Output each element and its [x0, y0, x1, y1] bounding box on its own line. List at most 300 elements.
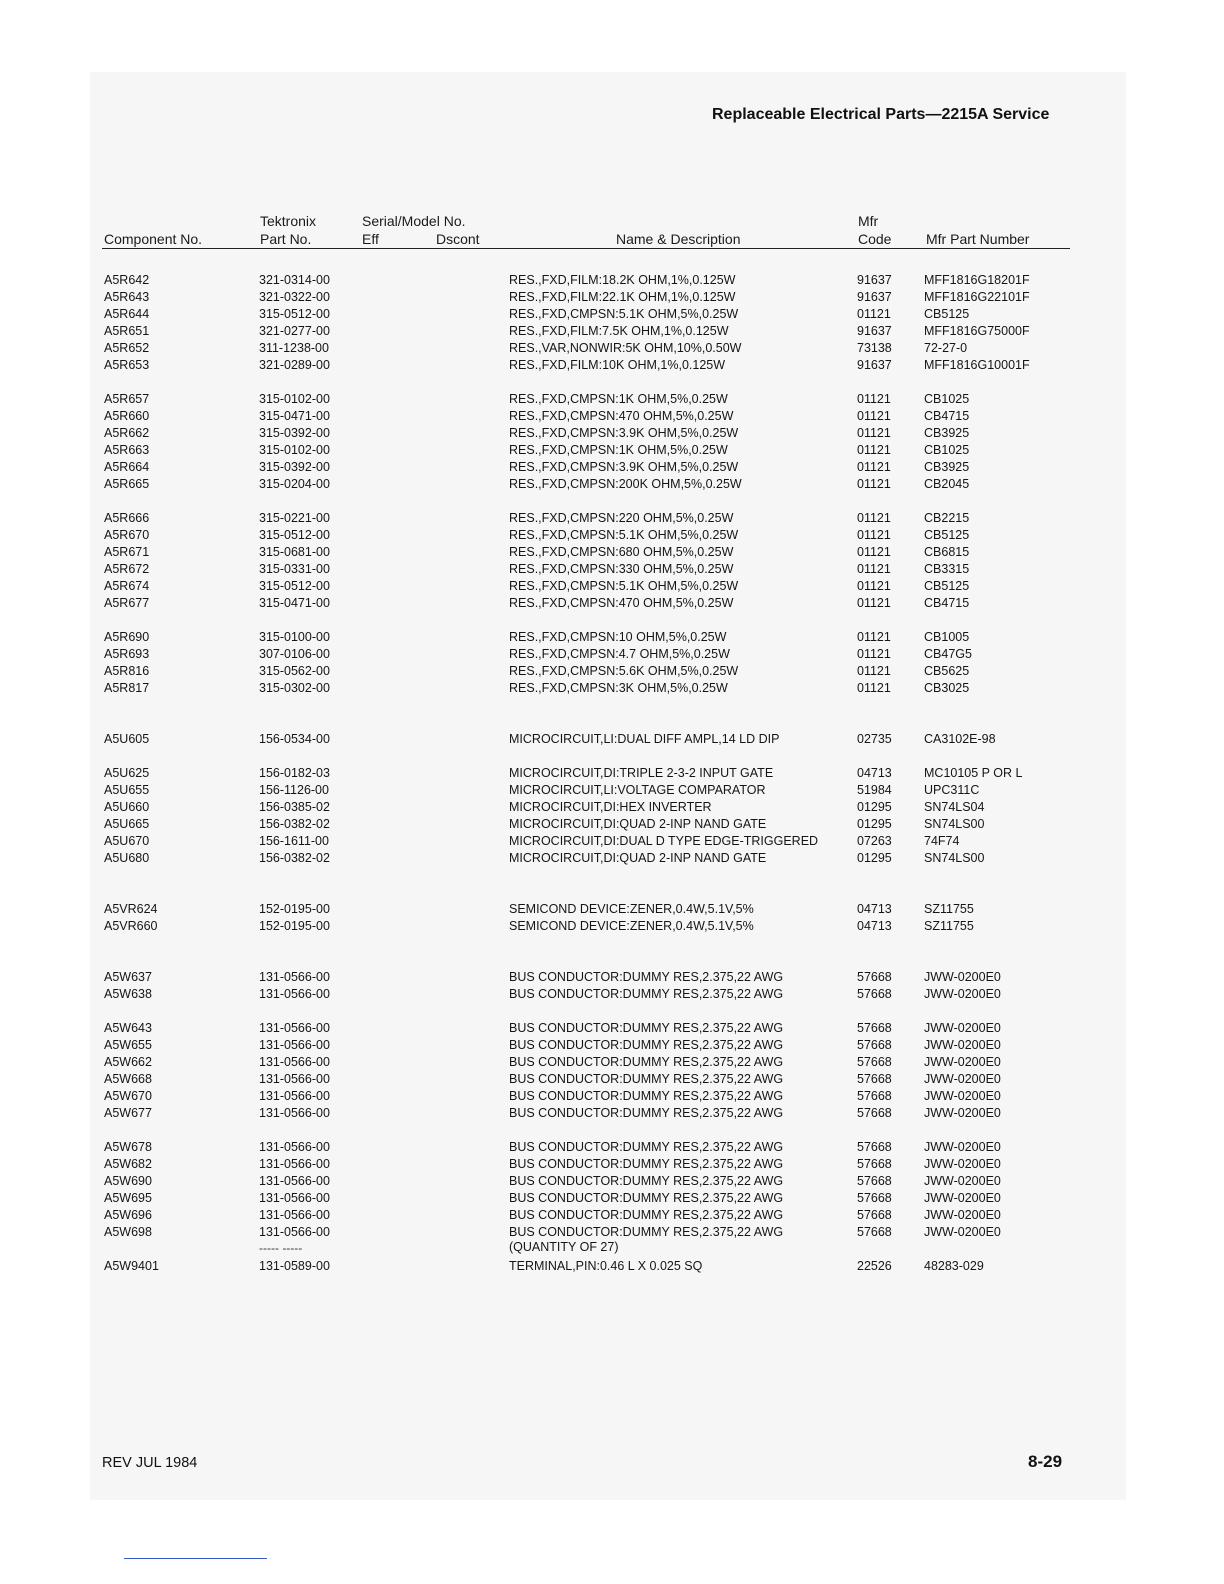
mfr-code: 04713: [857, 766, 892, 780]
parts-group: [0, 1258, 1224, 1275]
tektronix-part-no: 315-0331-00: [259, 562, 330, 576]
mfr-part-number: CB4715: [924, 409, 970, 423]
tektronix-part-no: 156-1611-00: [259, 834, 329, 848]
mfr-code: 01121: [857, 477, 891, 491]
tektronix-part-no: 131-0566-00: [259, 1055, 330, 1069]
table-row: [0, 425, 1224, 442]
name-description: RES.,FXD,CMPSN:4.7 OHM,5%,0.25W: [509, 647, 730, 661]
mfr-part-number: SN74LS00: [924, 851, 985, 865]
mfr-part-number: JWW-0200E0: [924, 1157, 1001, 1171]
name-description: RES.,FXD,CMPSN:3.9K OHM,5%,0.25W: [509, 426, 739, 440]
mfr-part-number: SN74LS04: [924, 800, 985, 814]
table-row: [0, 476, 1224, 493]
header-eff: Eff: [362, 231, 379, 247]
tektronix-part-no: 315-0102-00: [259, 392, 330, 406]
mfr-part-number: CB5125: [924, 528, 970, 542]
table-row: [0, 986, 1224, 1003]
table-row: [0, 1224, 1224, 1241]
mfr-code: 01121: [857, 409, 891, 423]
tektronix-part-no: 315-0512-00: [259, 307, 330, 321]
tektronix-part-no: 156-0385-02: [259, 800, 330, 814]
mfr-code: 01121: [857, 596, 891, 610]
mfr-part-number: 74F74: [924, 834, 960, 848]
component-no: A5R670: [104, 528, 150, 542]
mfr-part-number: JWW-0200E0: [924, 1174, 1001, 1188]
parts-group: [0, 765, 1224, 867]
quantity-note: (QUANTITY OF 27): [509, 1240, 619, 1254]
name-description: RES.,FXD,CMPSN:330 OHM,5%,0.25W: [509, 562, 734, 576]
tektronix-part-no: 131-0566-00: [259, 1038, 330, 1052]
component-no: A5R643: [104, 290, 150, 304]
name-description: TERMINAL,PIN:0.46 L X 0.025 SQ: [509, 1259, 703, 1273]
tektronix-part-no: 315-0392-00: [259, 426, 330, 440]
mfr-code: 57668: [857, 1021, 892, 1035]
mfr-part-number: CB1005: [924, 630, 970, 644]
mfr-code: 01121: [857, 545, 891, 559]
mfr-part-number: CB3925: [924, 460, 970, 474]
name-description: MICROCIRCUIT,DI:HEX INVERTER: [509, 800, 712, 814]
mfr-code: 02735: [857, 732, 892, 746]
name-description: RES.,FXD,CMPSN:220 OHM,5%,0.25W: [509, 511, 734, 525]
name-description: RES.,VAR,NONWIR:5K OHM,10%,0.50W: [509, 341, 742, 355]
table-row: [0, 272, 1224, 289]
table-row: [0, 833, 1224, 850]
mfr-code: 01121: [857, 630, 891, 644]
mfr-part-number: JWW-0200E0: [924, 1072, 1001, 1086]
component-no: A5W678: [104, 1140, 152, 1154]
component-no: A5R664: [104, 460, 150, 474]
component-no: A5W662: [104, 1055, 152, 1069]
mfr-code: 01121: [857, 392, 891, 406]
header-part-no: Part No.: [260, 231, 312, 247]
tektronix-part-no: 315-0302-00: [259, 681, 330, 695]
table-row: [0, 799, 1224, 816]
table-row: [0, 731, 1224, 748]
table-row: [0, 357, 1224, 374]
component-no: A5R816: [104, 664, 150, 678]
mfr-part-number: CA3102E-98: [924, 732, 996, 746]
mfr-part-number: CB1025: [924, 443, 970, 457]
mfr-code: 01121: [857, 528, 891, 542]
component-no: A5VR660: [104, 919, 158, 933]
name-description: BUS CONDUCTOR:DUMMY RES,2.375,22 AWG: [509, 1021, 784, 1035]
table-row: [0, 323, 1224, 340]
name-description: BUS CONDUCTOR:DUMMY RES,2.375,22 AWG: [509, 1072, 784, 1086]
component-no: A5W9401: [104, 1259, 159, 1273]
table-row: [0, 918, 1224, 935]
component-no: A5R663: [104, 443, 150, 457]
name-description: RES.,FXD,CMPSN:3.9K OHM,5%,0.25W: [509, 460, 739, 474]
mfr-part-number: JWW-0200E0: [924, 970, 1001, 984]
mfr-part-number: JWW-0200E0: [924, 987, 1001, 1001]
table-row: [0, 1105, 1224, 1122]
tektronix-part-no: 315-0562-00: [259, 664, 330, 678]
table-row: [0, 1258, 1224, 1275]
component-no: A5U625: [104, 766, 150, 780]
component-no: A5U605: [104, 732, 150, 746]
name-description: RES.,FXD,CMPSN:470 OHM,5%,0.25W: [509, 596, 734, 610]
mfr-part-number: 72-27-0: [924, 341, 968, 355]
mfr-part-number: CB1025: [924, 392, 970, 406]
mfr-part-number: SZ11755: [924, 919, 974, 933]
table-row: [0, 527, 1224, 544]
component-no: A5R690: [104, 630, 150, 644]
mfr-code: 91637: [857, 324, 892, 338]
name-description: RES.,FXD,CMPSN:1K OHM,5%,0.25W: [509, 443, 728, 457]
name-description: SEMICOND DEVICE:ZENER,0.4W,5.1V,5%: [509, 919, 754, 933]
component-no: A5R666: [104, 511, 150, 525]
table-row: [0, 969, 1224, 986]
group-spacer: [0, 493, 1224, 510]
component-no: A5R677: [104, 596, 150, 610]
table-row: [0, 850, 1224, 867]
parts-group: [0, 272, 1224, 374]
page-header: Replaceable Electrical Parts—2215A Service: [712, 106, 1050, 123]
name-description: BUS CONDUCTOR:DUMMY RES,2.375,22 AWG: [509, 1191, 784, 1205]
group-spacer: [0, 867, 1224, 901]
table-row: [0, 459, 1224, 476]
tektronix-part-no: 131-0566-00: [259, 1089, 330, 1103]
tektronix-part-no: 156-0182-03: [259, 766, 330, 780]
tektronix-part-no: 131-0566-00: [259, 1157, 330, 1171]
component-no: A5R642: [104, 273, 150, 287]
parts-group: [0, 969, 1224, 1003]
mfr-part-number: JWW-0200E0: [924, 1038, 1001, 1052]
component-no: A5R652: [104, 341, 150, 355]
tektronix-part-no: 315-0102-00: [259, 443, 330, 457]
mfr-part-number: JWW-0200E0: [924, 1055, 1001, 1069]
tektronix-part-no: 311-1238-00: [259, 341, 329, 355]
table-row: [0, 663, 1224, 680]
mfr-code: 04713: [857, 902, 892, 916]
component-no: A5W695: [104, 1191, 152, 1205]
mfr-part-number: CB6815: [924, 545, 970, 559]
table-row: [0, 595, 1224, 612]
name-description: RES.,FXD,CMPSN:470 OHM,5%,0.25W: [509, 409, 734, 423]
mfr-part-number: CB5125: [924, 579, 970, 593]
name-description: BUS CONDUCTOR:DUMMY RES,2.375,22 AWG: [509, 1140, 784, 1154]
mfr-code: 01121: [857, 562, 891, 576]
mfr-part-number: SZ11755: [924, 902, 974, 916]
mfr-code: 57668: [857, 1208, 892, 1222]
mfr-code: 57668: [857, 970, 892, 984]
mfr-code: 22526: [857, 1259, 892, 1273]
name-description: BUS CONDUCTOR:DUMMY RES,2.375,22 AWG: [509, 1174, 784, 1188]
mfr-part-number: MFF1816G75000F: [924, 324, 1030, 338]
mfr-code: 01295: [857, 851, 892, 865]
table-row: [0, 680, 1224, 697]
mfr-part-number: MC10105 P OR L: [924, 766, 1023, 780]
component-no: A5W643: [104, 1021, 152, 1035]
mfr-code: 57668: [857, 1174, 892, 1188]
header-dscont: Dscont: [436, 231, 480, 247]
table-row: [0, 1156, 1224, 1173]
mfr-part-number: JWW-0200E0: [924, 1021, 1001, 1035]
tektronix-part-no: 321-0322-00: [259, 290, 330, 304]
name-description: RES.,FXD,CMPSN:200K OHM,5%,0.25W: [509, 477, 742, 491]
table-row: [0, 1190, 1224, 1207]
group-spacer: [0, 374, 1224, 391]
name-description: RES.,FXD,FILM:10K OHM,1%,0.125W: [509, 358, 726, 372]
tektronix-part-no: 156-1126-00: [259, 783, 329, 797]
revision-date: REV JUL 1984: [102, 1455, 198, 1471]
tektronix-part-no: 315-0512-00: [259, 579, 330, 593]
mfr-part-number: CB2045: [924, 477, 970, 491]
mfr-code: 57668: [857, 1038, 892, 1052]
mfr-part-number: JWW-0200E0: [924, 1191, 1001, 1205]
parts-group: [0, 731, 1224, 748]
mfr-code: 01121: [857, 681, 891, 695]
component-no: A5R662: [104, 426, 150, 440]
mfr-code: 57668: [857, 1191, 892, 1205]
tektronix-part-no: 315-0471-00: [259, 596, 330, 610]
table-row: [0, 1054, 1224, 1071]
name-description: MICROCIRCUIT,DI:DUAL D TYPE EDGE-TRIGGERED: [509, 834, 819, 848]
mfr-part-number: CB4715: [924, 596, 970, 610]
tektronix-part-no: 131-0566-00: [259, 970, 330, 984]
component-no: A5R671: [104, 545, 150, 559]
component-no: A5W696: [104, 1208, 152, 1222]
name-description: SEMICOND DEVICE:ZENER,0.4W,5.1V,5%: [509, 902, 754, 916]
component-no: A5W670: [104, 1089, 152, 1103]
component-no: A5W690: [104, 1174, 152, 1188]
table-row: [0, 391, 1224, 408]
component-no: A5U665: [104, 817, 150, 831]
tektronix-part-no: 156-0382-02: [259, 817, 330, 831]
mfr-part-number: JWW-0200E0: [924, 1089, 1001, 1103]
component-no: A5R665: [104, 477, 150, 491]
table-row: [0, 289, 1224, 306]
group-spacer: [0, 612, 1224, 629]
mfr-part-number: JWW-0200E0: [924, 1208, 1001, 1222]
mfr-code: 01121: [857, 307, 891, 321]
header-name-description: Name & Description: [616, 231, 741, 247]
mfr-code: 01121: [857, 647, 891, 661]
mfr-code: 01121: [857, 579, 891, 593]
component-no: A5W682: [104, 1157, 152, 1171]
tektronix-part-no: 131-0566-00: [259, 1208, 330, 1222]
mfr-part-number: CB5125: [924, 307, 970, 321]
name-description: BUS CONDUCTOR:DUMMY RES,2.375,22 AWG: [509, 1106, 784, 1120]
name-description: RES.,FXD,CMPSN:1K OHM,5%,0.25W: [509, 392, 728, 406]
component-no: A5W698: [104, 1225, 152, 1239]
tektronix-part-no: 152-0195-00: [259, 919, 330, 933]
name-description: MICROCIRCUIT,DI:QUAD 2-INP NAND GATE: [509, 851, 767, 865]
name-description: RES.,FXD,CMPSN:5.1K OHM,5%,0.25W: [509, 579, 739, 593]
parts-group: [0, 901, 1224, 935]
tektronix-part-no: 315-0221-00: [259, 511, 330, 525]
group-spacer: [0, 697, 1224, 731]
table-row: [0, 629, 1224, 646]
component-no: A5W637: [104, 970, 152, 984]
mfr-part-number: CB3925: [924, 426, 970, 440]
header-serial-model: Serial/Model No.: [362, 213, 466, 229]
mfr-code: 01295: [857, 817, 892, 831]
tektronix-part-no: 131-0566-00: [259, 1140, 330, 1154]
component-no: A5R644: [104, 307, 150, 321]
name-description: BUS CONDUCTOR:DUMMY RES,2.375,22 AWG: [509, 1208, 784, 1222]
group-spacer: [0, 1003, 1224, 1020]
table-row: [0, 510, 1224, 527]
name-description: BUS CONDUCTOR:DUMMY RES,2.375,22 AWG: [509, 1055, 784, 1069]
tektronix-part-no: 321-0289-00: [259, 358, 330, 372]
mfr-part-number: UPC311C: [924, 783, 980, 797]
mfr-code: 57668: [857, 1157, 892, 1171]
mfr-part-number: MFF1816G10001F: [924, 358, 1030, 372]
parts-group: [0, 1139, 1224, 1241]
mfr-code: 73138: [857, 341, 892, 355]
component-no: A5W668: [104, 1072, 152, 1086]
name-description: RES.,FXD,CMPSN:5.1K OHM,5%,0.25W: [509, 307, 739, 321]
component-no: A5R657: [104, 392, 150, 406]
link-underline: [124, 1558, 267, 1559]
component-no: A5U670: [104, 834, 150, 848]
name-description: BUS CONDUCTOR:DUMMY RES,2.375,22 AWG: [509, 1225, 784, 1239]
component-no: A5R653: [104, 358, 150, 372]
mfr-code: 01121: [857, 460, 891, 474]
tektronix-part-no: 131-0566-00: [259, 987, 330, 1001]
mfr-code: 01121: [857, 664, 891, 678]
name-description: MICROCIRCUIT,LI:DUAL DIFF AMPL,14 LD DIP: [509, 732, 780, 746]
component-no: A5U680: [104, 851, 150, 865]
tektronix-part-no: 315-0471-00: [259, 409, 330, 423]
mfr-code: 57668: [857, 1140, 892, 1154]
table-row: [0, 1207, 1224, 1224]
tektronix-part-no: 315-0204-00: [259, 477, 330, 491]
name-description: BUS CONDUCTOR:DUMMY RES,2.375,22 AWG: [509, 1089, 784, 1103]
tektronix-part-no: 131-0566-00: [259, 1021, 330, 1035]
mfr-code: 57668: [857, 1106, 892, 1120]
name-description: BUS CONDUCTOR:DUMMY RES,2.375,22 AWG: [509, 970, 784, 984]
tektronix-part-no: 156-0534-00: [259, 732, 330, 746]
component-no: A5W638: [104, 987, 152, 1001]
mfr-code: 57668: [857, 1089, 892, 1103]
component-no: A5R660: [104, 409, 150, 423]
tektronix-part-no: 315-0681-00: [259, 545, 330, 559]
component-no: A5R693: [104, 647, 150, 661]
component-no: A5U660: [104, 800, 150, 814]
mfr-code: 57668: [857, 1225, 892, 1239]
table-row: [0, 442, 1224, 459]
mfr-code: 01121: [857, 511, 891, 525]
name-description: BUS CONDUCTOR:DUMMY RES,2.375,22 AWG: [509, 1157, 784, 1171]
group-spacer: [0, 748, 1224, 765]
table-row: [0, 1037, 1224, 1054]
tektronix-part-no: 321-0277-00: [259, 324, 330, 338]
mfr-code: 04713: [857, 919, 892, 933]
name-description: MICROCIRCUIT,DI:TRIPLE 2-3-2 INPUT GATE: [509, 766, 774, 780]
table-row: [0, 561, 1224, 578]
mfr-code: 91637: [857, 290, 892, 304]
table-row: [0, 1071, 1224, 1088]
group-spacer: [0, 1122, 1224, 1139]
mfr-code: 01121: [857, 426, 891, 440]
mfr-code: 01121: [857, 443, 891, 457]
name-description: BUS CONDUCTOR:DUMMY RES,2.375,22 AWG: [509, 987, 784, 1001]
name-description: RES.,FXD,CMPSN:10 OHM,5%,0.25W: [509, 630, 727, 644]
tektronix-part-no: 131-0589-00: [259, 1259, 330, 1273]
tektronix-part-no: 315-0512-00: [259, 528, 330, 542]
parts-group: [0, 629, 1224, 697]
header-tektronix: Tektronix: [260, 213, 317, 229]
mfr-part-number: JWW-0200E0: [924, 1225, 1001, 1239]
component-no: A5R651: [104, 324, 150, 338]
table-row: [0, 578, 1224, 595]
page-number: 8-29: [1028, 1452, 1063, 1471]
table-row: [0, 1173, 1224, 1190]
mfr-code: 07263: [857, 834, 892, 848]
mfr-part-number: CB5625: [924, 664, 970, 678]
table-row: [0, 1139, 1224, 1156]
table-row: [0, 408, 1224, 425]
tektronix-part-no: 131-0566-00: [259, 1191, 330, 1205]
table-row: [0, 646, 1224, 663]
component-no: A5R817: [104, 681, 150, 695]
table-row: [0, 901, 1224, 918]
tektronix-part-no: 315-0100-00: [259, 630, 330, 644]
name-description: RES.,FXD,CMPSN:5.6K OHM,5%,0.25W: [509, 664, 739, 678]
mfr-part-number: JWW-0200E0: [924, 1106, 1001, 1120]
tektronix-part-no: 131-0566-00: [259, 1072, 330, 1086]
mfr-code: 57668: [857, 987, 892, 1001]
component-no: A5W655: [104, 1038, 152, 1052]
mfr-code: 51984: [857, 783, 892, 797]
mfr-part-number: CB2215: [924, 511, 970, 525]
table-row: [0, 765, 1224, 782]
tektronix-part-no: 321-0314-00: [259, 273, 330, 287]
component-no: A5U655: [104, 783, 150, 797]
tektronix-part-no: 307-0106-00: [259, 647, 330, 661]
parts-list: [0, 272, 1224, 1275]
component-no: A5R672: [104, 562, 150, 576]
name-description: RES.,FXD,FILM:22.1K OHM,1%,0.125W: [509, 290, 736, 304]
group-spacer: [0, 935, 1224, 969]
mfr-code: 91637: [857, 273, 892, 287]
mfr-part-number: MFF1816G18201F: [924, 273, 1030, 287]
tektronix-part-no: 131-0566-00: [259, 1174, 330, 1188]
name-description: MICROCIRCUIT,LI:VOLTAGE COMPARATOR: [509, 783, 766, 797]
mfr-part-number: JWW-0200E0: [924, 1140, 1001, 1154]
header-mfr: Mfr: [858, 213, 879, 229]
tektronix-part-no: 152-0195-00: [259, 902, 330, 916]
mfr-part-number: SN74LS00: [924, 817, 985, 831]
part-dashes: ----- -----: [259, 1241, 303, 1255]
table-row: [0, 544, 1224, 561]
name-description: RES.,FXD,CMPSN:3K OHM,5%,0.25W: [509, 681, 728, 695]
name-description: RES.,FXD,FILM:7.5K OHM,1%,0.125W: [509, 324, 729, 338]
header-rule: [102, 248, 1070, 249]
name-description: RES.,FXD,CMPSN:680 OHM,5%,0.25W: [509, 545, 734, 559]
parts-group: [0, 1020, 1224, 1122]
tektronix-part-no: 131-0566-00: [259, 1106, 330, 1120]
mfr-part-number: 48283-029: [924, 1259, 984, 1273]
mfr-code: 01295: [857, 800, 892, 814]
table-row: [0, 1088, 1224, 1105]
name-description: RES.,FXD,CMPSN:5.1K OHM,5%,0.25W: [509, 528, 739, 542]
header-code: Code: [858, 231, 892, 247]
header-mfr-part-number: Mfr Part Number: [926, 231, 1030, 247]
component-no: A5R674: [104, 579, 150, 593]
mfr-part-number: CB3025: [924, 681, 970, 695]
table-row: [0, 340, 1224, 357]
tektronix-part-no: 156-0382-02: [259, 851, 330, 865]
mfr-code: 57668: [857, 1055, 892, 1069]
mfr-part-number: CB47G5: [924, 647, 972, 661]
table-row: [0, 816, 1224, 833]
mfr-code: 91637: [857, 358, 892, 372]
component-no: A5VR624: [104, 902, 158, 916]
name-description: MICROCIRCUIT,DI:QUAD 2-INP NAND GATE: [509, 817, 767, 831]
